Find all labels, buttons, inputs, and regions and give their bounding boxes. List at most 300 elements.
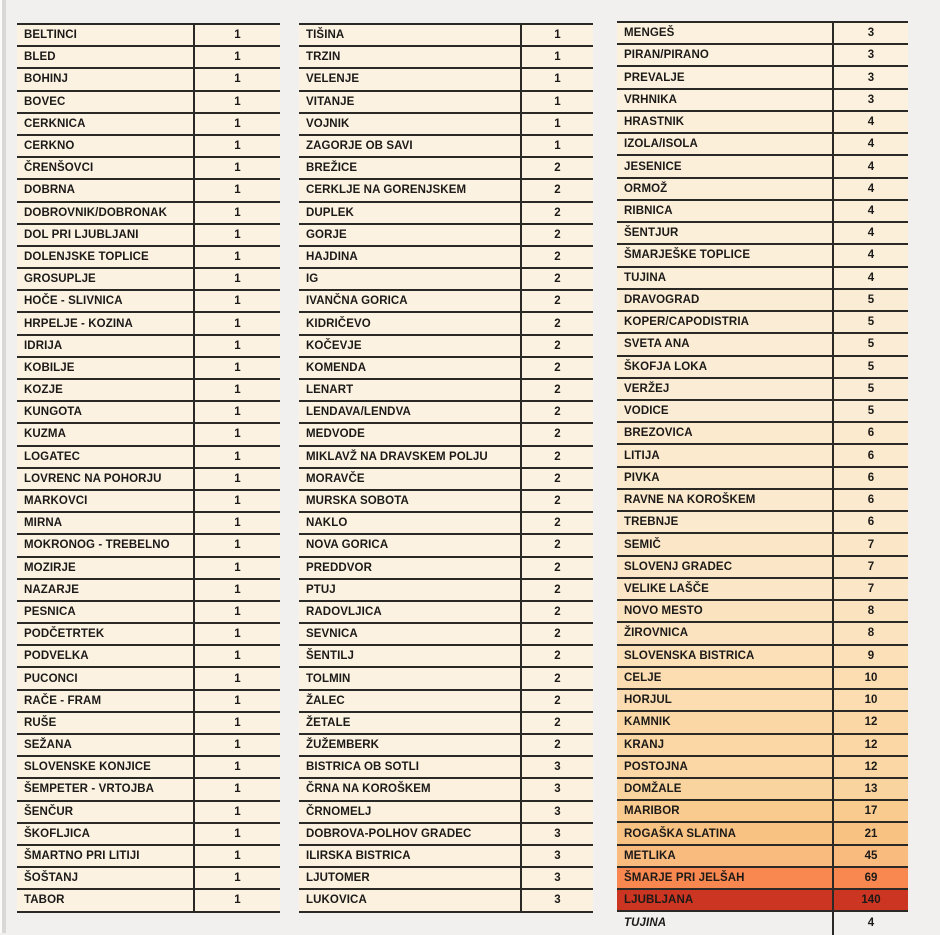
table-row: [617, 846, 908, 868]
table-row: [617, 890, 908, 912]
table-row: [299, 247, 593, 269]
table-row: [617, 557, 908, 579]
municipality-cell: LJUBLJANA: [624, 894, 694, 907]
municipality-cell: DOMŽALE: [624, 783, 682, 796]
municipality-cell: MARKOVCI: [24, 495, 88, 508]
count-cell: 4: [832, 179, 908, 199]
table-row: [299, 491, 593, 513]
count-cell: 1: [193, 580, 280, 600]
count-cell: 2: [520, 225, 593, 245]
municipality-cell: DOBROVA-POLHOV GRADEC: [306, 827, 472, 840]
count-cell: 3: [520, 757, 593, 777]
table-row: [617, 334, 908, 356]
municipality-cell: KAMNIK: [624, 716, 671, 729]
count-cell: 69: [832, 868, 908, 888]
table-row: [617, 268, 908, 290]
count-cell: 1: [193, 779, 280, 799]
municipality-cell: ČRNOMELJ: [306, 805, 372, 818]
count-cell: 1: [193, 47, 280, 67]
municipality-cell: SEŽANA: [24, 739, 72, 752]
table-row: [299, 180, 593, 202]
municipality-cell: LOGATEC: [24, 450, 81, 463]
count-cell: 2: [520, 513, 593, 533]
table-row: [299, 757, 593, 779]
count-cell: 4: [832, 134, 908, 154]
count-cell: 4: [832, 156, 908, 176]
count-cell: 1: [520, 47, 593, 67]
table-row: [17, 313, 280, 335]
table-row: [299, 580, 593, 602]
count-cell: 1: [193, 247, 280, 267]
count-cell: 6: [832, 423, 908, 443]
municipality-cell: GORJE: [306, 228, 347, 241]
municipality-cell: IDRIJA: [24, 339, 63, 352]
table-row: [299, 291, 593, 313]
count-cell: 6: [832, 490, 908, 510]
municipality-cell: HRPELJE - KOZINA: [24, 317, 133, 330]
table-row: [17, 380, 280, 402]
count-cell: 7: [832, 557, 908, 577]
municipality-cell: HRASTNIK: [624, 116, 685, 129]
count-cell: 2: [520, 646, 593, 666]
count-cell: 1: [193, 491, 280, 511]
municipality-cell: DUPLEK: [306, 206, 354, 219]
table-row: [299, 380, 593, 402]
municipality-cell: HORJUL: [624, 694, 672, 707]
municipality-cell: MOKRONOG - TREBELNO: [24, 539, 170, 552]
table-row: [17, 69, 280, 91]
municipality-cell: TUJINA: [624, 917, 667, 930]
table-row: [617, 757, 908, 779]
municipality-cell: ŠENTILJ: [306, 650, 354, 663]
municipality-cell: ŠMARJEŠKE TOPLICE: [624, 249, 751, 262]
count-cell: 1: [193, 158, 280, 178]
table-row: [17, 424, 280, 446]
table-row: [299, 558, 593, 580]
count-cell: 1: [193, 380, 280, 400]
table-row: [617, 357, 908, 379]
count-cell: 2: [520, 713, 593, 733]
count-cell: 1: [193, 890, 280, 910]
municipality-cell: GROSUPLJE: [24, 273, 96, 286]
table-row: [617, 401, 908, 423]
table-row: [299, 535, 593, 557]
municipality-cell: JESENICE: [624, 160, 682, 173]
count-cell: 45: [832, 846, 908, 866]
table-row: [17, 203, 280, 225]
municipality-cell: VRHNIKA: [624, 93, 678, 106]
municipality-cell: PTUJ: [306, 583, 336, 596]
count-cell: 8: [832, 601, 908, 621]
table-row: [17, 868, 280, 890]
count-cell: 1: [193, 136, 280, 156]
count-cell: 1: [193, 180, 280, 200]
municipality-cell: NAKLO: [306, 517, 348, 530]
table-row: [17, 846, 280, 868]
municipality-cell: ZAGORJE OB SAVI: [306, 140, 413, 153]
municipality-cell: KIDRIČEVO: [306, 317, 371, 330]
municipality-cell: ŠEMPETER - VRTOJBA: [24, 783, 155, 796]
table-row: [617, 445, 908, 467]
municipality-cell: MOZIRJE: [24, 561, 76, 574]
count-cell: 3: [520, 868, 593, 888]
count-cell: 8: [832, 623, 908, 643]
table-row: [617, 156, 908, 178]
municipality-cell: HAJDINA: [306, 250, 358, 263]
table-row: [17, 269, 280, 291]
table-row: [617, 223, 908, 245]
municipality-cell: MIKLAVŽ NA DRAVSKEM POLJU: [306, 450, 488, 463]
count-cell: 4: [832, 112, 908, 132]
count-cell: 5: [832, 312, 908, 332]
table-row: [17, 713, 280, 735]
count-cell: 2: [520, 602, 593, 622]
municipality-cell: BISTRICA OB SOTLI: [306, 761, 420, 774]
count-cell: 2: [520, 691, 593, 711]
municipality-cell: VERŽEJ: [624, 382, 670, 395]
count-cell: 1: [193, 25, 280, 45]
municipality-cell: BOVEC: [24, 95, 66, 108]
count-cell: 1: [193, 624, 280, 644]
municipality-cell: KUNGOTA: [24, 406, 82, 419]
count-cell: 2: [520, 580, 593, 600]
municipality-cell: TREBNJE: [624, 516, 679, 529]
table-row: [17, 580, 280, 602]
table-row: [617, 423, 908, 445]
table-row: [617, 690, 908, 712]
municipality-cell: ŽALEC: [306, 694, 345, 707]
count-cell: 2: [520, 358, 593, 378]
count-cell: 1: [193, 558, 280, 578]
table-row: [617, 601, 908, 623]
table-row: [299, 802, 593, 824]
table-row: [617, 823, 908, 845]
table-row: [17, 180, 280, 202]
municipality-cell: KOČEVJE: [306, 339, 362, 352]
municipality-cell: VOJNIK: [306, 117, 350, 130]
table-row: [17, 624, 280, 646]
table-row: [299, 513, 593, 535]
table-row: [17, 447, 280, 469]
table-row: [17, 358, 280, 380]
count-cell: 3: [520, 779, 593, 799]
table-row: [299, 469, 593, 491]
municipality-cell: HOČE - SLIVNICA: [24, 295, 123, 308]
table-row: [17, 691, 280, 713]
count-cell: 4: [832, 268, 908, 288]
municipality-cell: ŽUŽEMBERK: [306, 739, 380, 752]
municipality-cell: NOVO MESTO: [624, 605, 703, 618]
table-row: [617, 90, 908, 112]
table-row: [617, 534, 908, 556]
count-cell: 1: [520, 114, 593, 134]
table-row: [299, 203, 593, 225]
municipality-cell: PESNICA: [24, 605, 76, 618]
table-row: [299, 691, 593, 713]
count-cell: 6: [832, 468, 908, 488]
municipality-cell: KUZMA: [24, 428, 67, 441]
municipality-cell: SLOVENJ GRADEC: [624, 560, 733, 573]
municipality-cell: MIRNA: [24, 517, 63, 530]
municipality-cell: PODČETRTEK: [24, 628, 105, 641]
count-cell: 1: [193, 691, 280, 711]
count-cell: 1: [193, 447, 280, 467]
count-cell: 1: [193, 868, 280, 888]
count-cell: 2: [520, 269, 593, 289]
municipality-cell: SEMIČ: [624, 538, 661, 551]
municipality-cell: PREVALJE: [624, 71, 685, 84]
table-row: [617, 468, 908, 490]
count-cell: 3: [520, 824, 593, 844]
table-row: [17, 890, 280, 912]
municipality-cell: PREDDVOR: [306, 561, 372, 574]
table-row: [299, 824, 593, 846]
municipality-cell: ŠKOFLJICA: [24, 827, 91, 840]
count-cell: 1: [193, 668, 280, 688]
count-cell: 7: [832, 534, 908, 554]
table-row: [617, 67, 908, 89]
municipality-cell: CERKNICA: [24, 117, 86, 130]
table-row: [617, 712, 908, 734]
table-row: [617, 379, 908, 401]
table-row: [17, 491, 280, 513]
municipality-cell: RUŠE: [24, 716, 57, 729]
table-row: [299, 269, 593, 291]
count-cell: 1: [193, 735, 280, 755]
table-row: [17, 513, 280, 535]
count-cell: 1: [193, 269, 280, 289]
table-row: [299, 735, 593, 757]
municipality-cell: BREZOVICA: [624, 427, 693, 440]
municipality-cell: SLOVENSKA BISTRICA: [624, 649, 755, 662]
count-cell: 1: [193, 313, 280, 333]
table-row: [617, 868, 908, 890]
municipality-cell: PUCONCI: [24, 672, 78, 685]
count-cell: 5: [832, 401, 908, 421]
table-row: [17, 47, 280, 69]
table-row: [17, 225, 280, 247]
count-cell: 6: [832, 445, 908, 465]
municipality-cell: MEDVODE: [306, 428, 365, 441]
municipality-cell: RAVNE NA KOROŠKEM: [624, 494, 756, 507]
municipality-table-column-2: [299, 23, 593, 913]
table-row: [17, 602, 280, 624]
municipality-cell: SVETA ANA: [624, 338, 690, 351]
table-row: [617, 512, 908, 534]
table-row: [299, 92, 593, 114]
count-cell: 5: [832, 334, 908, 354]
count-cell: 2: [520, 402, 593, 422]
municipality-cell: SEVNICA: [306, 628, 358, 641]
municipality-cell: MENGEŠ: [624, 27, 675, 40]
municipality-cell: KOBILJE: [24, 361, 75, 374]
municipality-cell: LUKOVICA: [306, 894, 367, 907]
count-cell: 4: [832, 245, 908, 265]
count-cell: 10: [832, 690, 908, 710]
table-row: [617, 912, 908, 934]
municipality-cell: LOVRENC NA POHORJU: [24, 472, 162, 485]
count-cell: 12: [832, 712, 908, 732]
table-row: [17, 824, 280, 846]
municipality-cell: LJUTOMER: [306, 872, 370, 885]
table-row: [299, 602, 593, 624]
table-row: [299, 25, 593, 47]
count-cell: 1: [193, 713, 280, 733]
table-row: [299, 136, 593, 158]
municipality-cell: LENDAVA/LENDVA: [306, 406, 411, 419]
municipality-cell: ČRNA NA KOROŠKEM: [306, 783, 431, 796]
municipality-cell: CERKLJE NA GORENJSKEM: [306, 184, 467, 197]
table-row: [17, 402, 280, 424]
table-row: [617, 779, 908, 801]
table-row: [299, 424, 593, 446]
count-cell: 1: [193, 424, 280, 444]
table-row: [299, 624, 593, 646]
table-row: [17, 735, 280, 757]
count-cell: 1: [193, 69, 280, 89]
municipality-cell: ŠMARJE PRI JELŠAH: [624, 872, 745, 885]
count-cell: 1: [520, 136, 593, 156]
municipality-cell: ORMOŽ: [624, 182, 668, 195]
municipality-cell: BELTINCI: [24, 29, 77, 42]
table-row: [617, 735, 908, 757]
municipality-cell: SLOVENSKE KONJICE: [24, 761, 151, 774]
count-cell: 5: [832, 290, 908, 310]
count-cell: 3: [520, 802, 593, 822]
table-row: [299, 846, 593, 868]
count-cell: 10: [832, 668, 908, 688]
count-cell: 4: [832, 201, 908, 221]
count-cell: 1: [193, 602, 280, 622]
count-cell: 2: [520, 491, 593, 511]
municipality-cell: TRZIN: [306, 51, 341, 64]
municipality-cell: ŠMARTNO PRI LITIJI: [24, 850, 140, 863]
table-row: [617, 23, 908, 45]
municipality-cell: VELIKE LAŠČE: [624, 582, 709, 595]
count-cell: 1: [520, 25, 593, 45]
count-cell: 2: [520, 469, 593, 489]
table-row: [617, 201, 908, 223]
count-cell: 2: [520, 535, 593, 555]
count-cell: 5: [832, 357, 908, 377]
municipality-cell: KOMENDA: [306, 361, 367, 374]
municipality-cell: NOVA GORICA: [306, 539, 389, 552]
table-row: [17, 247, 280, 269]
municipality-cell: TOLMIN: [306, 672, 351, 685]
count-cell: 3: [832, 23, 908, 43]
table-row: [17, 646, 280, 668]
municipality-cell: RADOVLJICA: [306, 605, 382, 618]
count-cell: 1: [193, 402, 280, 422]
table-row: [299, 358, 593, 380]
count-cell: 2: [520, 447, 593, 467]
table-row: [17, 469, 280, 491]
count-cell: 1: [520, 92, 593, 112]
table-row: [299, 713, 593, 735]
municipality-cell: MARIBOR: [624, 805, 680, 818]
municipality-cell: ŠENTJUR: [624, 227, 679, 240]
table-row: [617, 490, 908, 512]
municipality-cell: BOHINJ: [24, 73, 69, 86]
table-row: [299, 69, 593, 91]
count-cell: 140: [832, 890, 908, 910]
count-cell: 5: [832, 379, 908, 399]
table-row: [617, 668, 908, 690]
count-cell: 4: [832, 223, 908, 243]
table-row: [17, 25, 280, 47]
municipality-cell: ŽETALE: [306, 716, 351, 729]
table-row: [617, 245, 908, 267]
municipality-cell: IZOLA/ISOLA: [624, 138, 698, 151]
municipality-table-column-3: [617, 21, 908, 935]
municipality-cell: RIBNICA: [624, 204, 673, 217]
count-cell: 2: [520, 668, 593, 688]
count-cell: 2: [520, 247, 593, 267]
table-row: [17, 136, 280, 158]
count-cell: 2: [520, 336, 593, 356]
municipality-cell: DOL PRI LJUBLJANI: [24, 228, 139, 241]
count-cell: 1: [193, 513, 280, 533]
municipality-cell: PODVELKA: [24, 650, 89, 663]
municipality-cell: ŽIROVNICA: [624, 627, 689, 640]
table-row: [17, 535, 280, 557]
table-row: [299, 158, 593, 180]
municipality-cell: TUJINA: [624, 271, 667, 284]
count-cell: 2: [520, 624, 593, 644]
count-cell: 3: [832, 67, 908, 87]
table-row: [299, 646, 593, 668]
count-cell: 17: [832, 801, 908, 821]
count-cell: 1: [193, 92, 280, 112]
municipality-cell: KRANJ: [624, 738, 665, 751]
count-cell: 1: [193, 336, 280, 356]
table-row: [17, 668, 280, 690]
count-cell: 1: [193, 114, 280, 134]
municipality-cell: ILIRSKA BISTRICA: [306, 850, 411, 863]
municipality-cell: METLIKA: [624, 849, 676, 862]
municipality-cell: ŠENČUR: [24, 805, 74, 818]
municipality-cell: ROGAŠKA SLATINA: [624, 827, 737, 840]
municipality-cell: VITANJE: [306, 95, 355, 108]
count-cell: 2: [520, 180, 593, 200]
count-cell: 1: [193, 358, 280, 378]
count-cell: 1: [193, 646, 280, 666]
count-cell: 2: [520, 203, 593, 223]
table-row: [299, 336, 593, 358]
municipality-cell: BREŽICE: [306, 162, 358, 175]
count-cell: 9: [832, 646, 908, 666]
count-cell: 1: [193, 824, 280, 844]
municipality-cell: LITIJA: [624, 449, 660, 462]
count-cell: 1: [193, 225, 280, 245]
municipality-cell: DRAVOGRAD: [624, 293, 700, 306]
table-row: [17, 92, 280, 114]
table-row: [299, 402, 593, 424]
table-row: [617, 579, 908, 601]
table-row: [617, 623, 908, 645]
municipality-cell: LENART: [306, 384, 354, 397]
table-row: [299, 779, 593, 801]
municipality-cell: IVANČNA GORICA: [306, 295, 408, 308]
municipality-cell: VELENJE: [306, 73, 360, 86]
municipality-cell: VODICE: [624, 405, 669, 418]
count-cell: 2: [520, 558, 593, 578]
municipality-cell: TIŠINA: [306, 29, 345, 42]
count-cell: 3: [520, 846, 593, 866]
municipality-cell: PIRAN/PIRANO: [624, 49, 709, 62]
count-cell: 3: [832, 45, 908, 65]
count-cell: 7: [832, 579, 908, 599]
